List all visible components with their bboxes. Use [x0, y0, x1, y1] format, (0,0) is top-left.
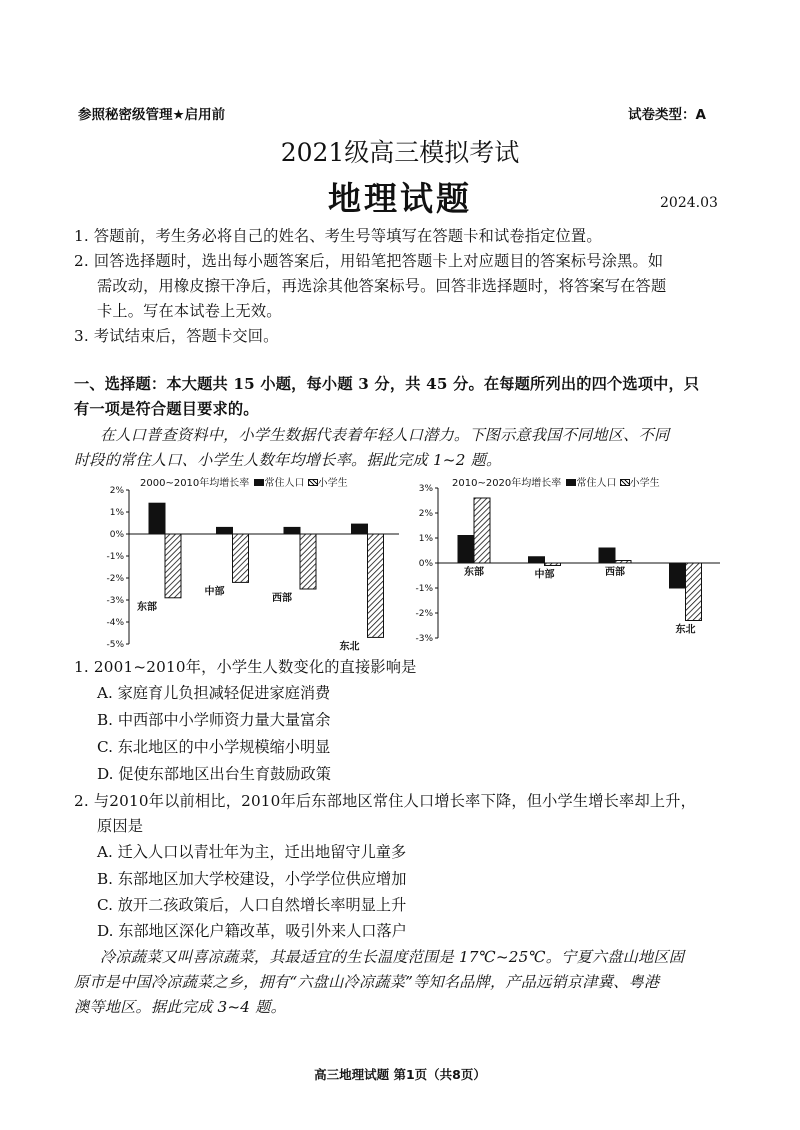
chart1-bar-pop	[149, 503, 165, 534]
chart2-bar-pop	[529, 557, 545, 563]
chart1-svg	[95, 484, 405, 654]
chart1-tick-label: 2%	[109, 486, 124, 496]
chart1-legend-student: 小学生	[317, 478, 348, 489]
instruction-1: 1. 答题前，考生务必将自己的姓名、考生号等填写在答题卡和试卷指定位置。	[74, 227, 602, 245]
instruction-2-cont-a: 需改动，用橡皮擦干净后，再选涂其他答案标号。回答非选择题时，将答案写在答题	[97, 277, 667, 295]
material-2-line-3: 澳等地区。据此完成 3~4 题。	[74, 998, 286, 1016]
q1-option-d: D. 促使东部地区出台生育鼓励政策	[97, 765, 331, 783]
chart2-title: 2010~2020年均增长率	[452, 478, 562, 489]
chart2-bar-pop	[670, 563, 686, 588]
chart2-bar-student	[474, 498, 490, 563]
chart2-tick-label: -2%	[415, 609, 433, 619]
chart2-tick-label: 0%	[418, 559, 433, 569]
section-heading: 一、选择题：本大题共 15 小题，每小题 3 分，共 45 分。在每题所列出的四个选项中，只	[74, 375, 700, 393]
chart1-legend-pop: 常住人口	[264, 478, 305, 489]
subject-title: 地理试题	[328, 179, 472, 218]
material-1-line-1: 在人口普查资料中，小学生数据代表着年轻人口潜力。下图示意我国不同地区、不同	[100, 426, 670, 444]
q2-option-a: A. 迁入人口以青壮年为主，迁出地留守儿童多	[97, 843, 407, 861]
chart1-category-label: 东北	[339, 641, 360, 653]
exam-date: 2024.03	[660, 195, 718, 211]
chart2-legend-pop: 常住人口	[576, 478, 617, 489]
chart2-category-label: 西部	[605, 567, 625, 578]
chart1-bar-student	[368, 534, 384, 637]
chart2-category-label: 东北	[675, 624, 696, 636]
chart1-tick-label: -1%	[106, 552, 124, 562]
confidentiality-label: 参照秘密级管理★启用前	[78, 107, 226, 123]
q1-option-b: B. 中西部中小学师资力量大量富余	[97, 711, 331, 729]
chart1-bar-student	[165, 534, 181, 598]
chart2-legend-student: 小学生	[629, 478, 660, 489]
page-footer: 高三地理试题 第1页（共8页）	[314, 1067, 486, 1082]
chart1-bar-student	[233, 534, 249, 582]
q1-stem: 1. 2001~2010年，小学生人数变化的直接影响是	[74, 658, 417, 676]
chart1-category-label: 西部	[272, 593, 292, 604]
chart2-tick-label: -3%	[415, 634, 433, 644]
q2-option-b: B. 东部地区加大学校建设，小学学位供应增加	[97, 870, 407, 888]
chart2-category-label: 东部	[464, 567, 484, 578]
chart1-tick-label: -3%	[106, 596, 124, 606]
q1-option-a: A. 家庭育儿负担减轻促进家庭消费	[97, 684, 331, 702]
instruction-3: 3. 考试结束后，答题卡交回。	[74, 327, 279, 345]
section-heading-cont: 有一项是符合题目要求的。	[74, 400, 259, 418]
q1-option-c: C. 东北地区的中小学规模缩小明显	[97, 738, 331, 756]
chart1-tick-label: -5%	[106, 640, 124, 650]
chart1-bar-student	[300, 534, 316, 589]
chart1-bar-pop	[352, 524, 368, 534]
chart1-bar-pop	[217, 527, 233, 534]
chart2-tick-label: -1%	[415, 584, 433, 594]
chart2-bar-student	[615, 561, 631, 564]
chart2-bar-pop	[599, 548, 615, 563]
chart2-tick-label: 1%	[418, 534, 433, 544]
chart2-bar-student	[545, 563, 561, 566]
chart1-tick-label: 0%	[109, 530, 124, 540]
chart1-tick-label: -2%	[106, 574, 124, 584]
chart2-bar-pop	[458, 536, 474, 564]
exam-title: 2021级高三模拟考试	[280, 138, 520, 167]
chart1-bar-pop	[284, 527, 300, 534]
chart2-category-label: 中部	[534, 569, 555, 581]
chart2-tick-label: 2%	[418, 509, 433, 519]
q2-stem-cont: 原因是	[97, 817, 144, 835]
material-2-line-2: 原市是中国冷凉蔬菜之乡，拥有“六盘山冷凉蔬菜”等知名品牌，产品远销京津冀、粤港	[74, 973, 660, 991]
chart2-tick-label: 3%	[418, 484, 433, 494]
instruction-2: 2. 回答选择题时，选出每小题答案后，用铅笔把答题卡上对应题目的答案标号涂黑。如	[74, 252, 664, 270]
paper-type-label: 试卷类型：A	[628, 107, 706, 123]
chart1-category-label: 中部	[204, 586, 225, 598]
chart2-bar-student	[686, 563, 702, 621]
chart1-tick-label: -4%	[106, 618, 124, 628]
q2-option-c: C. 放开二孩政策后，人口自然增长率明显上升	[97, 896, 407, 914]
chart2-svg	[410, 484, 730, 644]
chart1-category-label: 东部	[137, 601, 157, 613]
material-1-line-2: 时段的常住人口、小学生人数年均增长率。据此完成 1~2 题。	[74, 451, 502, 469]
chart1-tick-label: 1%	[109, 508, 124, 518]
instruction-2-cont-b: 卡上。写在本试卷上无效。	[97, 302, 282, 320]
chart1-title: 2000~2010年均增长率	[140, 478, 250, 489]
q2-option-d: D. 东部地区深化户籍改革，吸引外来人口落户	[97, 922, 407, 940]
material-2-line-1: 冷凉蔬菜又叫喜凉蔬菜，其最适宜的生长温度范围是 17℃~25℃。宁夏六盘山地区固	[100, 948, 685, 966]
q2-stem: 2. 与2010年以前相比，2010年后东部地区常住人口增长率下降，但小学生增长率却上升，	[74, 792, 696, 810]
